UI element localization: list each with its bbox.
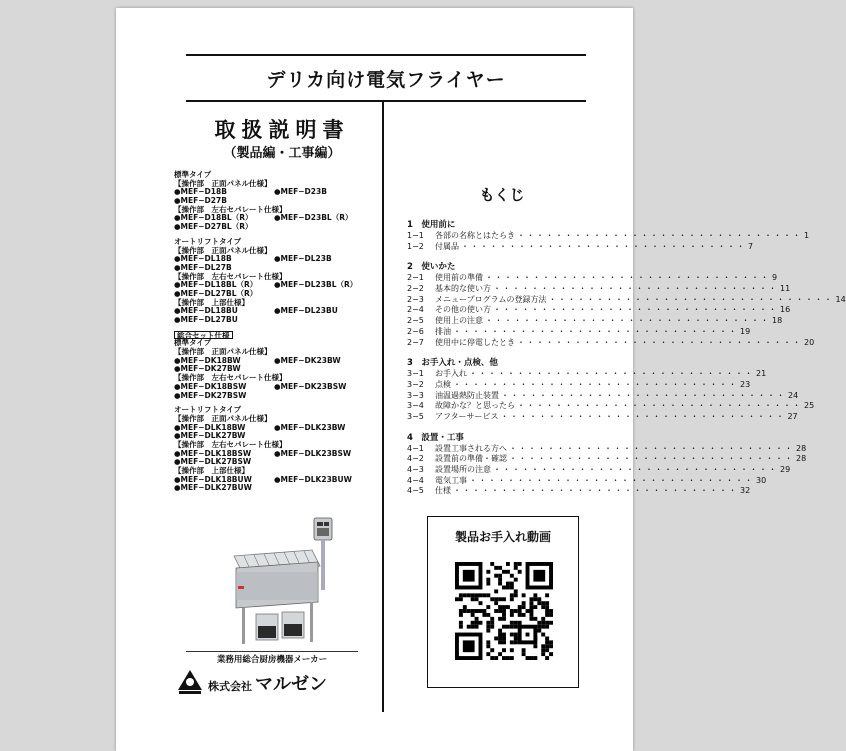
toc-item-page: 16: [780, 305, 791, 315]
model-number: ●MEF−DLK18BW: [174, 422, 246, 432]
toc-item: [407, 241, 754, 253]
toc-item-label: 使用中に停電したとき: [435, 337, 515, 347]
model-number: ●MEF−DLK23BW: [274, 422, 346, 432]
model-row: [174, 484, 384, 493]
qr-panel: [427, 516, 579, 688]
toc-item-page: 18: [772, 316, 783, 326]
toc-item: [407, 411, 798, 423]
table-of-contents: [407, 218, 846, 497]
toc-item-label: 付属品: [435, 241, 459, 251]
model-number: ●MEF−DK23BW: [274, 355, 341, 365]
toc-leader-dots: ・・・・・・・・・・・・・・・・・・・・・・・・・・・・・・: [501, 390, 786, 400]
toc-item-number: 2−6: [407, 326, 424, 336]
toc-item-page: 14: [835, 294, 846, 304]
model-heading-text: 【操作部 左右セパレート仕様】: [174, 373, 287, 383]
model-number: ●MEF−DL27BL（R）: [174, 288, 258, 298]
company-brand: マルゼン: [255, 674, 327, 695]
model-number: ●MEF−DL18B: [174, 254, 232, 264]
toc-item-label: 油温過熱防止装置: [435, 390, 499, 400]
toc-item-label: その他の使い方: [435, 305, 491, 315]
toc-item: [407, 305, 791, 316]
model-heading-text: 【操作部 正面パネル仕様】: [174, 347, 272, 357]
toc-section-title: 4 設置・工事: [407, 432, 464, 443]
toc-item: [407, 273, 778, 284]
toc-item-label: アフターサービス: [435, 411, 499, 421]
model-number: ●MEF−DL27BU: [174, 315, 238, 324]
toc-item-label: 点検: [435, 379, 451, 389]
toc-item: [407, 475, 767, 487]
toc-leader-dots: ・・・・・・・・・・・・・・・・・・・・・・・・・・・・・・: [485, 316, 770, 326]
toc-item-number: 3−3: [407, 390, 424, 400]
model-number: ●MEF−DLK27BW: [174, 431, 246, 441]
model-number: ●MEF−DL27B: [174, 262, 232, 272]
toc-leader-dots: ・・・・・・・・・・・・・・・・・・・・・・・・・・・・・・: [453, 326, 738, 336]
model-number: ●MEF−DL23BU: [274, 306, 338, 316]
toc-item-number: 3−1: [407, 369, 424, 379]
model-row: [174, 316, 384, 325]
model-number: ●MEF−DLK27BSW: [174, 457, 252, 467]
model-list: [174, 171, 384, 493]
title-rule: [186, 100, 586, 102]
model-number: ●MEF−DL23B: [274, 254, 332, 264]
toc-item-number: 2−5: [407, 316, 424, 326]
toc-item-label: メニュープログラムの登録方法: [435, 294, 547, 304]
toc-section-title: 1 使用前に: [407, 220, 456, 230]
toc-item: [407, 465, 791, 476]
toc-item-number: 1−2: [407, 241, 424, 251]
toc-leader-dots: ・・・・・・・・・・・・・・・・・・・・・・・・・・・・・・: [548, 294, 834, 304]
toc-item-number: 2−7: [407, 337, 424, 347]
toc-item-page: 21: [756, 369, 767, 379]
model-number: ●MEF−DLK23BUW: [274, 474, 352, 484]
maruzen-logo-icon: [176, 668, 204, 696]
model-number: ●MEF−DK27BW: [174, 364, 241, 374]
toc-item-label: 仕様: [435, 486, 451, 496]
toc-item-label: 使用前の準備: [435, 273, 483, 283]
model-heading-text: 【操作部 正面パネル仕様】: [174, 413, 272, 423]
model-heading-text: 【操作部 左右セパレート仕様】: [174, 204, 287, 214]
toc-leader-dots: ・・・・・・・・・・・・・・・・・・・・・・・・・・・・・・: [517, 337, 802, 347]
toc-item-number: 4−3: [407, 465, 424, 474]
model-number: ●MEF−DLK18BSW: [174, 448, 252, 458]
toc-title: もくじ: [479, 186, 525, 204]
toc-item-number: 3−5: [407, 411, 424, 421]
model-heading-text: オートリフトタイプ: [174, 405, 242, 415]
model-number: ●MEF−DK18BW: [174, 355, 241, 365]
toc-item-page: 1: [804, 231, 810, 240]
toc-item-page: 28: [796, 443, 807, 453]
toc-item-label: 故障かな？と思ったら: [435, 401, 515, 411]
toc-item-page: 25: [804, 401, 815, 411]
toc-item-page: 28: [796, 454, 807, 464]
fryer-product-image: [214, 516, 362, 650]
model-number: ●MEF−DL18BU: [174, 306, 238, 316]
toc-item: [407, 326, 751, 338]
toc-leader-dots: ・・・・・・・・・・・・・・・・・・・・・・・・・・・・・・: [453, 379, 738, 389]
toc-item-number: 4−5: [407, 486, 424, 496]
toc-item-number: 4−2: [407, 454, 424, 464]
toc-section-title: 2 使いかた: [407, 262, 456, 273]
toc-item: [407, 390, 799, 402]
model-number: ●MEF−DL18BL（R）: [174, 280, 258, 290]
toc-leader-dots: ・・・・・・・・・・・・・・・・・・・・・・・・・・・・・・: [493, 465, 778, 474]
model-heading-text: 【操作部 正面パネル仕様】: [174, 178, 272, 188]
company-prefix: 株式会社: [208, 680, 252, 693]
toc-item-label: 各部の名称とはたらき: [435, 231, 515, 240]
toc-leader-dots: ・・・・・・・・・・・・・・・・・・・・・・・・・・・・・・: [469, 369, 754, 379]
toc-item-number: 1−1: [407, 231, 424, 240]
model-number: ●MEF−D23BL（R）: [274, 213, 353, 223]
toc-item-label: 電気工事: [435, 475, 467, 485]
toc-item-page: 30: [756, 475, 767, 485]
toc-item-label: 設置前の準備・確認: [435, 454, 507, 464]
toc-item-number: 2−1: [407, 273, 424, 283]
toc-item-page: 29: [780, 465, 791, 474]
toc-item-label: お手入れ: [435, 369, 467, 379]
model-number: ●MEF−D23B: [274, 187, 327, 197]
toc-leader-dots: ・・・・・・・・・・・・・・・・・・・・・・・・・・・・・・: [453, 486, 738, 496]
toc-leader-dots: ・・・・・・・・・・・・・・・・・・・・・・・・・・・・・・: [469, 475, 754, 485]
model-heading-text: 【操作部 左右セパレート仕様】: [174, 271, 287, 281]
model-number: ●MEF−D18BL（R）: [174, 213, 253, 223]
toc-leader-dots: ・・・・・・・・・・・・・・・・・・・・・・・・・・・・・・: [493, 305, 778, 315]
toc-item-number: 2−2: [407, 284, 424, 294]
toc-item-page: 24: [788, 390, 799, 400]
toc-item: [407, 284, 791, 295]
toc-item: [407, 316, 783, 327]
qr-code[interactable]: [455, 562, 553, 660]
toc-item: [407, 379, 751, 391]
model-number: ●MEF−DK23BSW: [274, 381, 347, 391]
product-title: デリカ向け電気フライヤー: [266, 69, 506, 91]
toc-item-label: 排油: [435, 326, 451, 336]
toc-leader-dots: ・・・・・・・・・・・・・・・・・・・・・・・・・・・・・・: [509, 443, 794, 453]
toc-item-number: 4−1: [407, 443, 424, 453]
model-number: ●MEF−DK27BSW: [174, 390, 247, 400]
model-heading-text: 【操作部 左右セパレート仕様】: [174, 439, 287, 449]
model-number: ●MEF−D18B: [174, 187, 227, 197]
toc-item-page: 27: [787, 411, 798, 421]
toc-item: [407, 294, 846, 306]
toc-item: [407, 369, 767, 380]
model-heading-text: 【操作部 上部仕様】: [174, 297, 249, 307]
toc-leader-dots: ・・・・・・・・・・・・・・・・・・・・・・・・・・・・・・: [500, 411, 786, 421]
toc-leader-dots: ・・・・・・・・・・・・・・・・・・・・・・・・・・・・・・: [461, 241, 746, 251]
toc-item: [407, 454, 807, 465]
toc-item-page: 11: [780, 284, 791, 294]
toc-item-number: 2−4: [407, 305, 424, 315]
company-name: [208, 670, 327, 696]
model-heading-text: 【操作部 正面パネル仕様】: [174, 245, 272, 255]
toc-section-title: 3 お手入れ・点検、他: [407, 358, 498, 369]
model-row: [174, 223, 384, 232]
model-heading-text: オートリフトタイプ: [174, 236, 242, 246]
model-number: ●MEF−D27BL（R）: [174, 222, 253, 232]
toc-leader-dots: ・・・・・・・・・・・・・・・・・・・・・・・・・・・・・・: [509, 454, 794, 464]
toc-item-number: 4−4: [407, 475, 424, 485]
toc-item: [407, 443, 807, 455]
model-heading-text: 【操作部 上部仕様】: [174, 466, 249, 475]
toc-leader-dots: ・・・・・・・・・・・・・・・・・・・・・・・・・・・・・・: [493, 284, 778, 294]
toc-item-page: 23: [740, 379, 751, 389]
model-number: ●MEF−DLK18BUW: [174, 474, 252, 484]
toc-item-number: 3−2: [407, 379, 424, 389]
toc-item: [407, 337, 815, 349]
maker-tagline: 業務用総合厨房機器メーカー: [216, 655, 328, 665]
toc-item-label: 基本的な使い方: [435, 284, 491, 294]
top-rule: [186, 54, 586, 56]
toc-leader-dots: ・・・・・・・・・・・・・・・・・・・・・・・・・・・・・・: [517, 231, 802, 240]
toc-item: [407, 401, 815, 412]
toc-item-number: 2−3: [407, 294, 424, 304]
model-row: [174, 392, 384, 401]
model-heading-text: 標準タイプ: [174, 338, 212, 348]
toc-item-number: 3−4: [407, 401, 424, 411]
toc-leader-dots: ・・・・・・・・・・・・・・・・・・・・・・・・・・・・・・: [485, 273, 770, 283]
model-number: ●MEF−DK18BSW: [174, 381, 247, 391]
toc-item-label: 設置場所の注意: [435, 465, 491, 474]
model-heading-text: 総合セット仕様: [174, 331, 233, 340]
toc-item-page: 20: [804, 337, 815, 347]
toc-leader-dots: ・・・・・・・・・・・・・・・・・・・・・・・・・・・・・・: [517, 401, 802, 411]
manual-title: 取扱説明書: [214, 118, 350, 142]
toc-item-label: 使用上の注意: [435, 316, 483, 326]
model-number: ●MEF−DLK27BUW: [174, 483, 252, 493]
qr-title: 製品お手入れ動画: [454, 530, 551, 544]
model-number: ●MEF−DL23BL（R）: [274, 280, 358, 290]
toc-item: [407, 486, 751, 497]
manual-subtitle: （製品編・工事編）: [223, 146, 341, 161]
toc-item: [407, 231, 810, 242]
manual-cover-page: [116, 8, 846, 751]
toc-item-page: 32: [740, 486, 751, 496]
toc-item-page: 9: [772, 273, 778, 283]
toc-item-page: 19: [740, 326, 751, 336]
model-heading-text: 標準タイプ: [174, 170, 212, 179]
model-number: ●MEF−D27B: [174, 196, 227, 206]
maker-rule: [186, 651, 358, 652]
toc-item-page: 7: [748, 241, 754, 251]
model-number: ●MEF−DLK23BSW: [274, 448, 352, 458]
toc-item-label: 設置工事される方へ: [435, 443, 507, 453]
